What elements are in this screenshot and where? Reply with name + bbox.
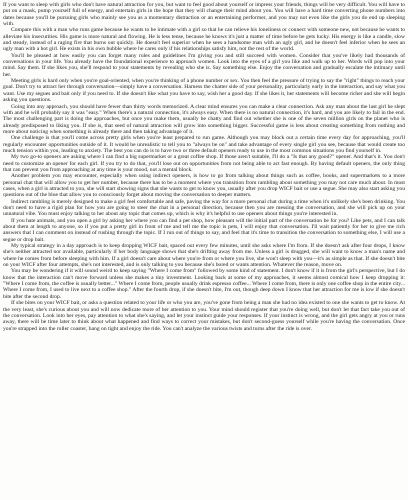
paragraph-3: You'll be pleased at how easily you can forget many rules and guidelines I'm giving you and still succeed with women. Consider that you've likely had thousands of conversations in your life. You already have the foundational experience to approach women. Look into the eyes of a girl you like and walk up to her. Words will pop into your mind. Say them. If she likes you, she'll respond to your statements by revealing who she is. Say something else. Enjoy the conversation and gradually escalate the intimacy until her. [3,52,405,78]
paragraph-4: Meeting girls is hard only when you're goal-oriented, when you're thinking of a phone number or sex. You then feel the pressure of trying to say the "right" things to reach your goal. Don't try to attract her through conversation—simply have a conversation. Harness the chatter side of your personality, particularly early in the interaction, and say what you want. Use my segues and bait only if you need to. If she doesn't like what you have to say, wish her a good day. If she likes it, her statements will become richer and she will begin asking you questions. [3,78,405,104]
paragraph-1: If you want to sleep with girls who don't have natural attraction for you, but want to feel good about yourself or impress your friends, things will be very difficult. You will have to put on a mask, pump yourself full of energy, and entertain girls in the hope that they will change their mind about you. You will have a hard time converting phone numbers into dates because you'll be pursuing girls who mainly see you as a momentary distraction or an entertaining performer, and you may not even like the girls you do end up sleeping with. [3,2,405,28]
paragraph-13: If she bites on your WICF bait, or asks a question related to your life or who you are, you've gone from being a man she had no idea existed to one she wants to get to know. At the very least, she's curious about you and will now dedicate more of her attention to you. Your mind should register that you're doing well, but don't let that fact take you out of the conversation. Look into her eyes, pay attention to what she's saying, and let your instinct guide your responses. If your instinct is wrong, and the girl gets angry at you or runs away, there will be time later to think about what happened and find ways to correct your mistakes, but don't second-guess yourself while you're having the conversation. Once you're strapped into the roller coaster, hang on tight and enjoy the ride. You can't analyze the various twists and turns after the ride is over. [3,300,405,332]
paragraph-6: One challenge is that you'll come across pretty girls when you're least prepared to run game. Although you may block out a certain time every day for approaching, you'll regularly encounter opportunities outside of it. It would be unrealistic to tell you to "always be on" and take advantage of every single girl you see, because that would create too much tension within you, leading to anxiety. The best you can do is to have two or three default openers ready to use in the most common situations you find yourself in. [3,135,405,154]
paragraph-10: If you hate animals, and you open a girl by asking her where you can find a pet shop, how pleasant will the initial part of the conversation be for you? Like pets, and I can talk about them at length to anyone, so if you put a pretty girl in front of me and tell me the topic is pets, I will enjoy that conversation. I'll wait patiently for her to give me rich answers that I can comment on instead of rushing through the topic. If I run out of things to say, and feel that it's time to transition the conversation to something else, I will use a segue or drop bait. [3,217,405,243]
paragraph-7: My two go-to openers are asking where I can find a big supermarket or a great coffee shop. If those aren't suitable, I'll do a "Is that any good?" opener. And that's it. You don't need to customize an opener for each girl. If you try to do that, you'll lose out on opportunities from not being able to act fast enough. By having default openers, the only thing that can prevent you from approaching at any time is your mood, not a mental block. [3,154,405,173]
paragraph-11: My typical strategy in a day approach is to keep dropping WICF bait, spaced out every few minutes, until she asks where I'm from. If she doesn't ask after four drops, I know she's neither attracted nor available, particularly if her body language shows that she's drifting away from me. Unless a girl is drugged, she will want to know a man's name and where he comes from before sleeping with him. If a girl doesn't care about where you're from or where you live, she won't sleep with you—it's as simple as that. If she doesn't bite on your WICF after four attempts, she's not interested, and is only talking to you because she's bored or wants attention. Whatever the reason, move on. [3,243,405,269]
paragraph-9: Indirect rambling is merely designed to make a girl feel comfortable and safe, paving the way for a more personal chat during a time when it's unlikely she's been drinking. You don't need to have a rigid plan for how you are going to steer the chat in a personal direction, because then you are messing the conversation, and she will pick up on your unnatural vibe. You must enjoy talking to her about any topic that comes up, which is why it's helpful to use openers about things you're interested in. [3,198,405,218]
paragraph-12: You may be wondering if it will sound weird to keep saying "Where I come from" followed by some kind of statement. I don't know if it is from the girl's perspective, but I do know that the interaction can't move forward unless she makes a tiny investment. Looking back at some of my approaches, it seems almost comical how I keep dropping it: "Where I come from, the coffee is usually better..." Where I come from, people usually drink espresso coffee... Where I come from, there is only one coffee shop in the entire city... Where I come from, I used to live next to a coffee shop." After the fourth drop, if she doesn't bite, I'm out, though deep down I know that her attraction for me is low if she doesn't bite after the second drop. [3,268,405,300]
paragraph-2: Compare this with a man who runs game because he wants to be intimate with a girl so that he can relieve his loneliness or connect with someone new, not because he wants to alleviate his insecurities. His game is more natural and flowing. He is less tense, because he knows it's just a matter of time before he gets lucky. His energy is like a candle, slow and steady, instead of a raging fire that burns out quickly. He doesn't feel superior when he sees a handsome man with an ugly girl, and he doesn't feel inferior when he sees an ugly man with a hot girl. He exists in his own bubble where he cares only if his relationships satisfy him, not the rest of the world. [3,27,405,53]
document-body [3,2,405,332]
paragraph-5: Going into any approach, you should have fewer than thirty words memorized. A clear mind ensures you can make a clear connection. Ask any man about the last girl he slept with and he will probably say it was "easy." When there's a natural connection, it's always easy. When there is no natural connection, it's hard, and you are likely to fail in the end. The most challenging part is doing the approaches, but once you make them, usually be chatty and find out whether she is one of the seven million girls on the planet who is already predisposed to liking you. If she is, that seed of natural attraction will grow into something bigger. Successful game is less about creating something from nothing and more about noticing when something is already there and then taking advantage of it. [3,103,405,135]
paragraph-8: Another problem you may encounter, especially when using indirect openers, is how to go from talking about things such as coffee, books, and supermarkets to a more personal chat that will allow you to get her number, because there has to be a moment where you transition from rambling about something you may not care much about. In most cases, when a girl is attracted to you, she will start showing signs that she wants to get to know you, usually after you drop WICF bait or use a segue. She may also start asking you questions out of the blue that allow you to consciously forget about moving the conversation to deeper matters. [3,173,405,199]
